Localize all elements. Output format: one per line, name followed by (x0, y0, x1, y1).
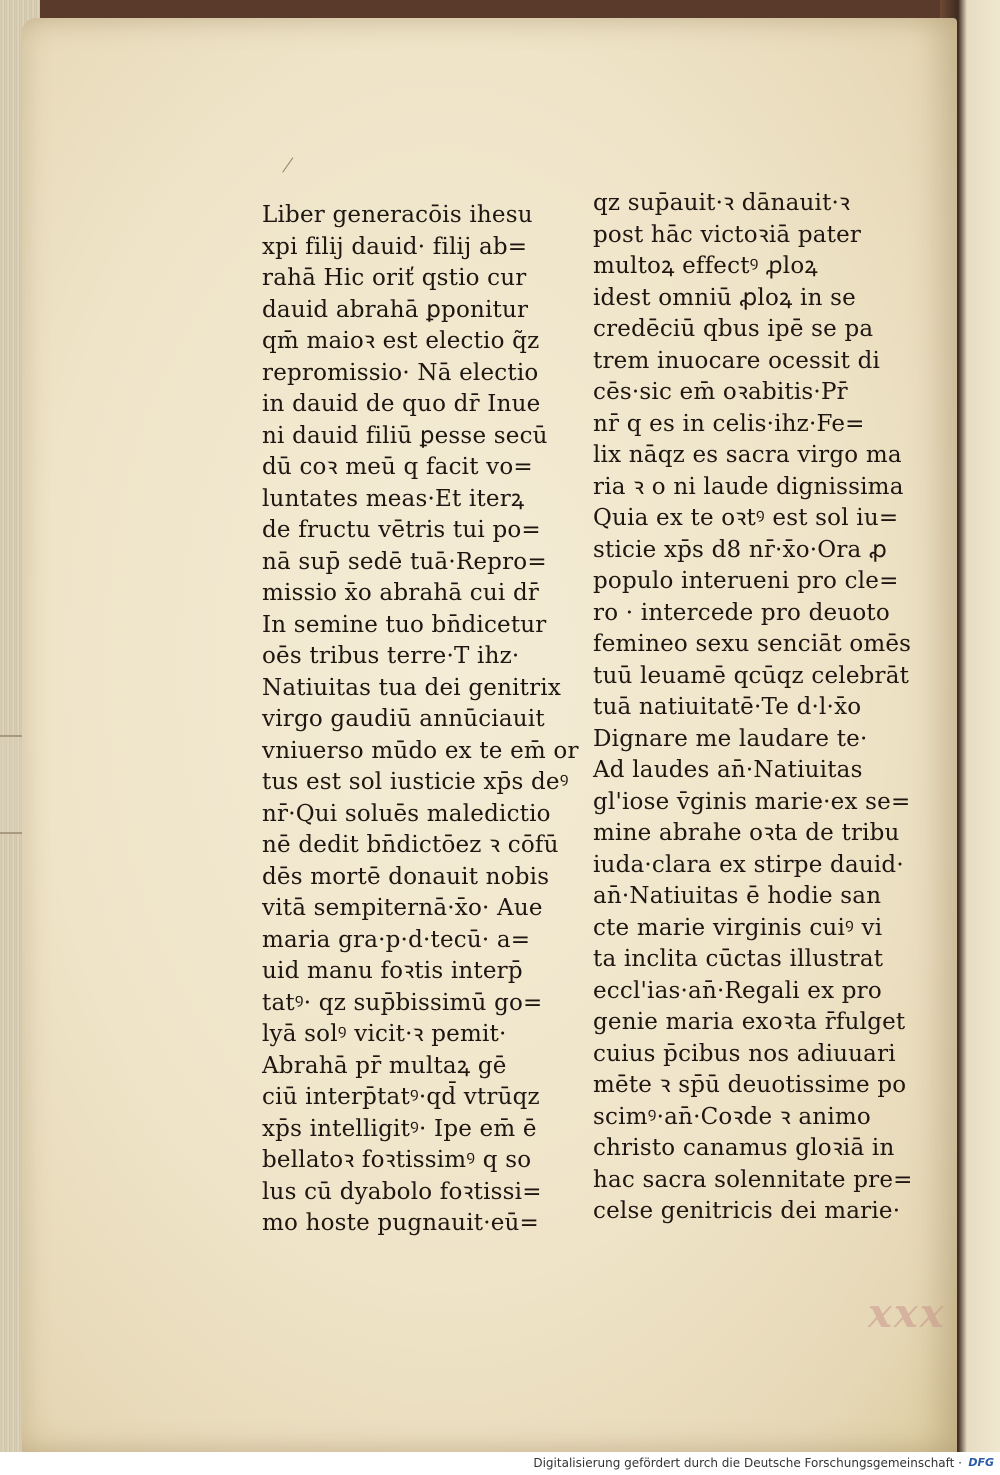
left-column-line: qm̄ maioꝛ est electio q̃z (262, 328, 540, 354)
right-column-line: trem inuocare ocessit di (593, 347, 881, 374)
right-column-line: idest omniū ꝓloꝝ in se (593, 284, 856, 311)
left-column-line: rahā Hic oriť qstio cur (262, 265, 527, 291)
left-column-line: Liber generacōis ihesu (262, 202, 533, 228)
right-column-line: tuū leuamē qcūqz celebrāt (593, 662, 910, 689)
left-column-line: tatꝰ· qz sup̄bissimū go= (262, 989, 543, 1016)
dfg-logo: DFG (968, 1456, 994, 1469)
right-column-line: nr̄ q es in celis·ihz·Fe= (593, 410, 865, 437)
left-column-line: tus est sol iusticie xp̄s deꝰ (262, 769, 569, 795)
right-column-line: eccl'ias·an̄·Regali ex pro (593, 977, 882, 1004)
left-column-line: oēs tribus terre·T ihz· (262, 643, 520, 669)
left-column-line: luntates meas·Et iterꝝ (262, 485, 525, 512)
right-column-line: multoꝝ effectꝰ ꝓloꝝ (593, 253, 818, 279)
left-column-line: maria gra·p·d·tecū· a= (262, 926, 531, 953)
right-column-line: ta inclita cūctas illustrat (593, 946, 884, 972)
credit-bar (0, 1452, 1000, 1475)
left-column-line: in dauid de quo dr̄ Inue (262, 391, 541, 417)
right-column-line: qz sup̄auit·ꝛ dānauit·ꝛ (593, 190, 851, 216)
right-column-line: iuda·clara ex stirpe dauid· (593, 851, 904, 878)
left-column-line: virgo gaudiū annūciauit (262, 706, 545, 732)
left-column-line: nē dedit bn̄dictōez ꝛ cōfū (262, 832, 559, 858)
text-column-right (593, 188, 913, 1228)
right-column-line: ria ꝛ o ni laude dignissima (593, 473, 904, 500)
right-column-line: mēte ꝛ sp̄ū deuotissime po (593, 1072, 907, 1098)
right-column-line: celse genitricis dei marie· (593, 1198, 901, 1224)
right-column-line: tuā natiuitatē·Te d·l·x̄o (593, 694, 862, 720)
right-column-line: sticie xp̄s d8 nr̄·x̄o·Ora ꝓ (593, 536, 887, 563)
right-column-line: hac sacra solennitate pre= (593, 1166, 913, 1193)
left-column-line: vniuerso mūdo ex te em̄ or (262, 737, 579, 764)
foliation-number: xxx (868, 1290, 946, 1337)
right-column-line: an̄·Natiuitas ē hodie san (593, 883, 882, 909)
right-column-line: femineo sexu senciāt omēs (593, 631, 912, 657)
left-column-line: dū coꝛ meū q facit vo= (262, 454, 533, 480)
left-column-line: missio x̄o abrahā cui dr̄ (262, 580, 540, 606)
right-column-line: cēs·sic em̄ oꝛabitis·Pr̄ (593, 379, 848, 405)
left-column-line: dauid abrahā ꝑponitur (262, 296, 529, 323)
right-column-line: post hāc victoꝛiā pater (593, 221, 862, 248)
left-column-line: vitā sempiternā·x̄o· Aue (262, 895, 543, 921)
right-column-line: cte marie virginis cuiꝰ vi (593, 914, 883, 941)
right-column-line: populo interueni pro cle= (593, 568, 899, 594)
left-column-line: ni dauid filiū ꝑesse secū (262, 422, 548, 449)
right-column-line: ro · intercede pro deuoto (593, 599, 890, 626)
left-column-line: dēs mortē donauit nobis (262, 863, 550, 890)
right-column-line: lix nāqz es sacra virgo ma (593, 442, 902, 468)
left-column-line: xp̄s intelligitꝰ· Ipe em̄ ē (262, 1115, 537, 1142)
left-column-line: uid manu foꝛtis interp̄ (262, 958, 523, 984)
left-column-line: nr̄·Qui soluēs maledictio (262, 800, 551, 827)
left-column-line: Abrahā pr̄ multaꝝ gē (262, 1052, 507, 1079)
right-column-line: Ad laudes an̄·Natiuitas (593, 757, 863, 783)
left-column-line: de fructu vētris tui po= (262, 517, 541, 543)
left-column-line: In semine tuo bn̄dicetur (262, 611, 547, 638)
right-column-line: christo canamus gloꝛiā in (593, 1135, 895, 1161)
right-column-line: gl'iose v̄ginis marie·ex se= (593, 788, 911, 815)
right-column-line: Quia ex te oꝛtꝰ est sol iu= (593, 505, 899, 531)
right-column-line: Dignare me laudare te· (593, 725, 868, 752)
right-column-line: scimꝰ·an̄·Coꝛde ꝛ animo (593, 1103, 871, 1130)
left-column-line: Natiuitas tua dei genitrix (262, 674, 562, 701)
left-column-line: bellatoꝛ foꝛtissimꝰ q so (262, 1147, 532, 1173)
left-column-line: repromissio· Nā electio (262, 359, 539, 386)
text-column-left (262, 200, 579, 1240)
left-column-line: lyā solꝰ vicit·ꝛ pemit· (262, 1021, 507, 1047)
left-column-line: ciū interp̄tatꝰ·qd̄ vtrūqz (262, 1084, 540, 1110)
credit-text: Digitalisierung gefördert durch die Deutsche Forschungsgemeinschaft · (533, 1456, 962, 1470)
right-column-line: credēciū qbus ipē se pa (593, 316, 874, 342)
right-column-line: cuius p̄cibus nos adiuuari (593, 1040, 896, 1067)
left-column-line: nā sup̄ sedē tuā·Repro= (262, 548, 547, 575)
left-column-line: xpi filij dauid· filij ab= (262, 233, 528, 260)
right-column-line: genie maria exoꝛta r̄fulget (593, 1009, 906, 1035)
left-column-line: lus cū dyabolo foꝛtissi= (262, 1178, 542, 1205)
left-column-line: mo hoste pugnauit·eū= (262, 1210, 539, 1236)
right-column-line: mine abrahe oꝛta de tribu (593, 820, 900, 846)
